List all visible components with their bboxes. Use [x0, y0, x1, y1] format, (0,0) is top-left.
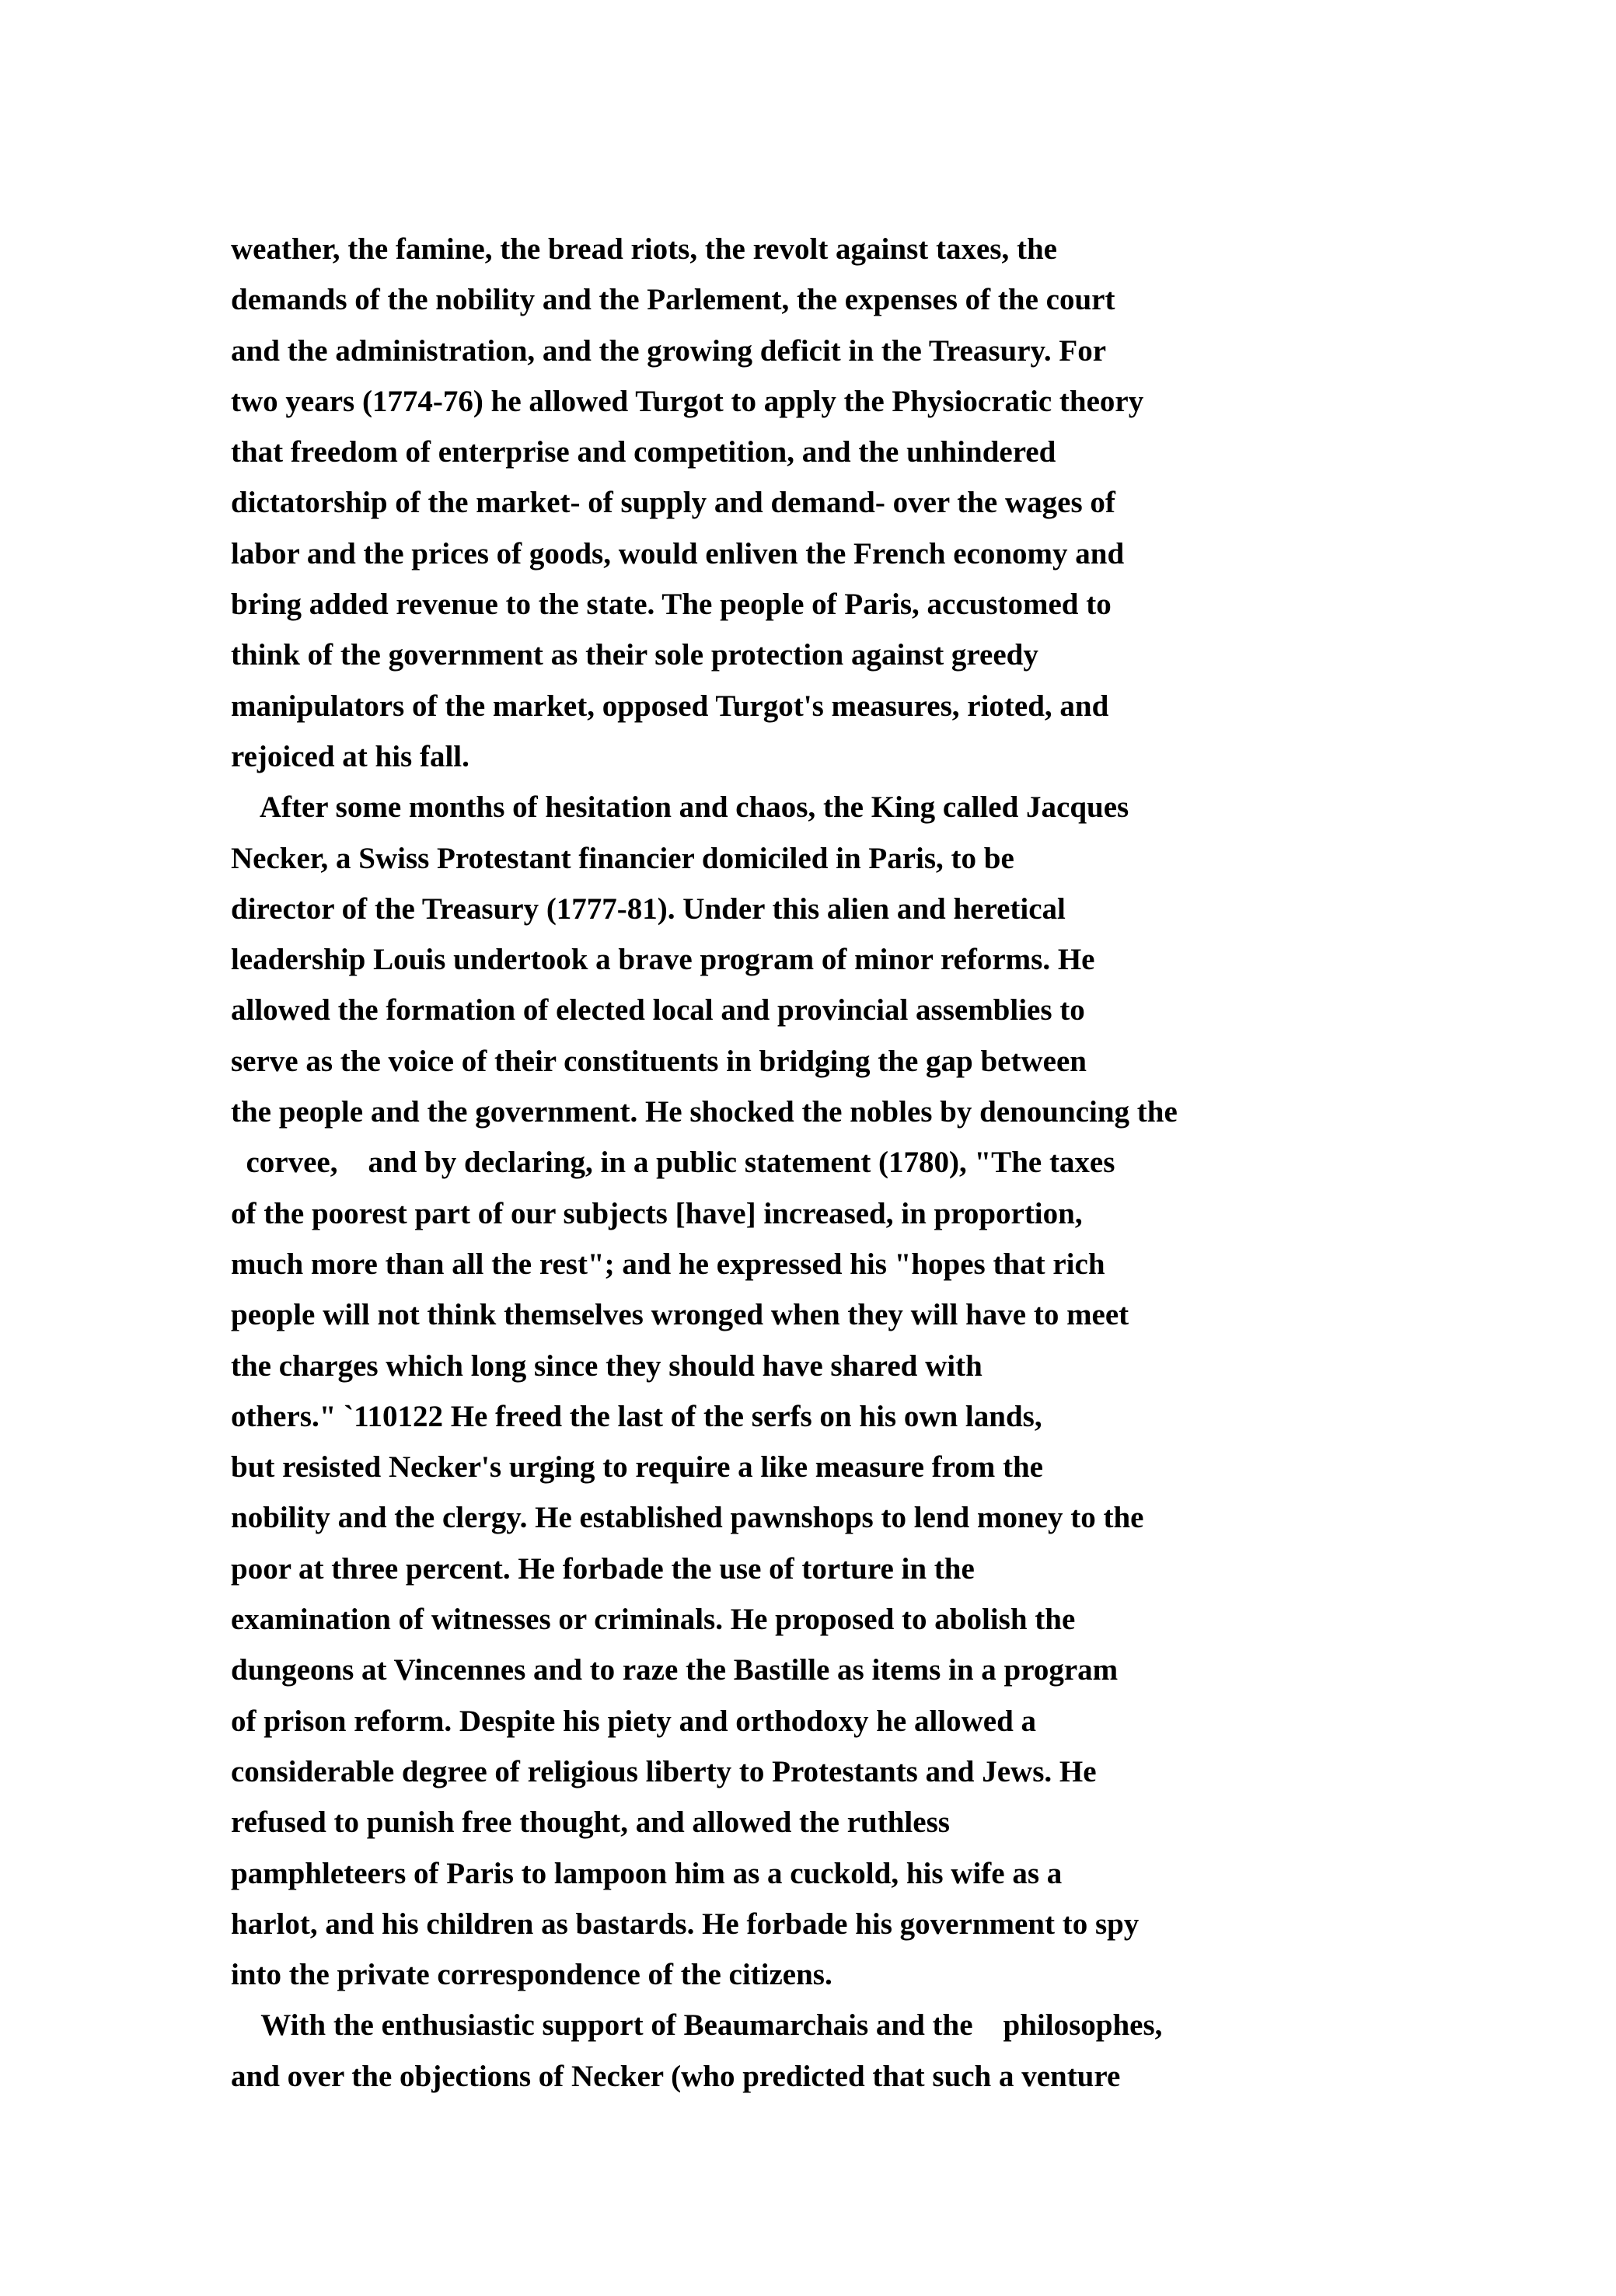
- text-line: examination of witnesses or criminals. He proposed to abolish the: [231, 1603, 1076, 1637]
- text-line: After some months of hesitation and chaos, the King called Jacques: [231, 790, 1129, 825]
- text-line: but resisted Necker's urging to require a like measure from the: [231, 1450, 1043, 1485]
- text-line: people will not think themselves wronged when they will have to meet: [231, 1298, 1129, 1332]
- text-line: and over the objections of Necker (who predicted that such a venture: [231, 2059, 1121, 2093]
- text-line: of prison reform. Despite his piety and orthodoxy he allowed a: [231, 1704, 1037, 1738]
- text-line: serve as the voice of their constituents in bridging the gap between: [231, 1044, 1087, 1078]
- text-line: the people and the government. He shocked the nobles by denouncing the: [231, 1095, 1178, 1129]
- text-line: allowed the formation of elected local and provincial assemblies to: [231, 993, 1085, 1028]
- text-line: much more than all the rest"; and he expressed his "hopes that rich: [231, 1247, 1105, 1281]
- text-line: of the poorest part of our subjects [have] increased, in proportion,: [231, 1196, 1083, 1230]
- body-text: [231, 224, 1568, 2102]
- text-line: considerable degree of religious liberty to Protestants and Jews. He: [231, 1754, 1097, 1788]
- text-line: into the private correspondence of the citizens.: [231, 1958, 832, 1992]
- text-line: and the administration, and the growing deficit in the Treasury. For: [231, 333, 1107, 368]
- text-line: pamphleteers of Paris to lampoon him as a cuckold, his wife as a: [231, 1856, 1063, 1890]
- text-line: Necker, a Swiss Protestant financier domiciled in Paris, to be: [231, 841, 1014, 875]
- text-line: others." `110122 He freed the last of the serfs on his own lands,: [231, 1399, 1042, 1433]
- text-line: refused to punish free thought, and allowed the ruthless: [231, 1806, 950, 1840]
- text-line: labor and the prices of goods, would enliven the French economy and: [231, 536, 1125, 571]
- text-line: poor at three percent. He forbade the use of torture in the: [231, 1551, 975, 1586]
- text-line: think of the government as their sole protection against greedy: [231, 638, 1038, 672]
- text-line: two years (1774-76) he allowed Turgot to apply the Physiocratic theory: [231, 384, 1144, 418]
- text-line: manipulators of the market, opposed Turgot's measures, rioted, and: [231, 689, 1109, 723]
- text-line: dungeons at Vincennes and to raze the Bastille as items in a program: [231, 1653, 1119, 1687]
- text-line: bring added revenue to the state. The people of Paris, accustomed to: [231, 588, 1112, 622]
- text-line: weather, the famine, the bread riots, the revolt against taxes, the: [231, 232, 1057, 266]
- text-line: With the enthusiastic support of Beaumarchais and the philosophes,: [231, 2008, 1163, 2043]
- text-line: leadership Louis undertook a brave program of minor reforms. He: [231, 943, 1095, 977]
- text-line: corvee, and by declaring, in a public statement (1780), "The taxes: [231, 1146, 1115, 1180]
- text-line: dictatorship of the market- of supply and demand- over the wages of: [231, 486, 1115, 520]
- text-line: that freedom of enterprise and competition, and the unhindered: [231, 435, 1056, 469]
- text-line: harlot, and his children as bastards. He forbade his government to spy: [231, 1907, 1140, 1941]
- text-line: director of the Treasury (1777-81). Under this alien and heretical: [231, 892, 1066, 926]
- text-line: nobility and the clergy. He established pawnshops to lend money to the: [231, 1501, 1144, 1535]
- text-line: the charges which long since they should have shared with: [231, 1349, 983, 1383]
- text-line: rejoiced at his fall.: [231, 739, 469, 773]
- text-line: demands of the nobility and the Parlement, the expenses of the court: [231, 283, 1115, 317]
